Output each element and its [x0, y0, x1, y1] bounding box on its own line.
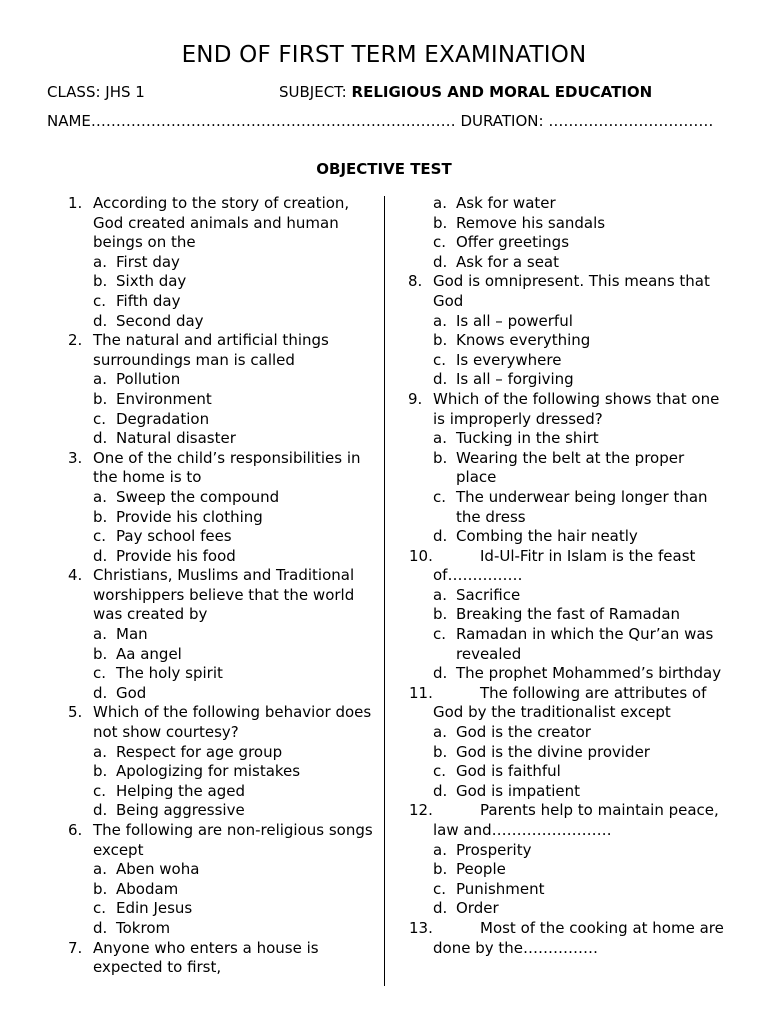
option-letter: d. — [93, 429, 108, 448]
option-letter: b. — [93, 879, 108, 898]
subject-label: SUBJECT: — [279, 83, 352, 101]
answer-option — [398, 762, 728, 782]
question-number: 5. — [68, 703, 83, 722]
question-number: 12. — [409, 801, 433, 820]
option-letter: d. — [433, 781, 448, 800]
question-text: Which of the following behavior does not show courtesy? — [93, 703, 372, 742]
question-item — [398, 919, 728, 958]
question-item — [58, 821, 384, 860]
option-text: Sacrifice — [456, 585, 521, 604]
option-text: The underwear being longer than the dress — [456, 487, 708, 526]
answer-option — [58, 919, 384, 939]
question-item — [58, 194, 384, 253]
option-text: Ask for water — [456, 194, 556, 212]
option-letter: d. — [433, 899, 448, 918]
option-letter: d. — [433, 664, 448, 683]
column-divider — [384, 196, 385, 986]
option-letter: c. — [93, 291, 107, 310]
option-letter: d. — [93, 546, 108, 565]
answer-option — [58, 547, 384, 567]
option-text: Provide his clothing — [116, 507, 263, 526]
option-letter: a. — [433, 429, 447, 448]
questions-right-column — [398, 194, 728, 958]
answer-option — [58, 899, 384, 919]
question-number: 10. — [409, 546, 433, 565]
option-letter: b. — [93, 644, 108, 663]
option-letter: c. — [433, 879, 447, 898]
option-text: Remove his sandals — [456, 213, 606, 232]
answer-option — [58, 645, 384, 665]
option-text: Aa angel — [116, 644, 182, 663]
option-text: Aben woha — [116, 860, 200, 879]
answer-option — [398, 841, 728, 861]
option-letter: d. — [93, 311, 108, 330]
answer-option — [58, 664, 384, 684]
option-text: God is impatient — [456, 781, 580, 800]
option-letter: c. — [433, 233, 447, 252]
option-text: Punishment — [456, 879, 545, 898]
option-letter: d. — [433, 370, 448, 389]
option-text: Second day — [116, 311, 204, 330]
option-letter: c. — [433, 762, 447, 781]
answer-option — [58, 253, 384, 273]
answer-option — [58, 762, 384, 782]
option-text: Tokrom — [116, 918, 171, 937]
question-item — [58, 703, 384, 742]
question-number: 11. — [409, 683, 433, 702]
option-letter: c. — [433, 350, 447, 369]
option-text: Man — [116, 625, 148, 644]
exam-title: END OF FIRST TERM EXAMINATION — [181, 42, 587, 68]
option-letter: b. — [433, 742, 448, 761]
answer-option — [58, 801, 384, 821]
answer-option — [398, 194, 728, 214]
option-letter: b. — [433, 213, 448, 232]
answer-option — [58, 782, 384, 802]
option-letter: c. — [93, 409, 107, 428]
option-letter: b. — [433, 448, 448, 467]
option-letter: d. — [93, 801, 108, 820]
option-text: Knows everything — [456, 331, 591, 350]
answer-option — [398, 723, 728, 743]
option-letter: a. — [433, 194, 447, 212]
question-text: Parents help to maintain peace, law and…………………… — [433, 801, 719, 839]
answer-option — [398, 605, 728, 625]
option-letter: a. — [433, 840, 447, 859]
question-number: 8. — [408, 272, 423, 291]
answer-option — [58, 312, 384, 332]
option-letter: d. — [93, 683, 108, 702]
option-letter: b. — [93, 389, 108, 408]
question-text: According to the story of creation, God created animals and human beings on the — [93, 194, 350, 252]
option-letter: a. — [93, 252, 107, 271]
question-number: 7. — [68, 938, 83, 957]
option-letter: c. — [93, 527, 107, 546]
question-item — [398, 801, 728, 840]
question-text: Most of the cooking at home are done by the…………… — [433, 918, 724, 957]
option-text: The holy spirit — [116, 664, 223, 683]
answer-option — [398, 782, 728, 802]
question-item — [398, 547, 728, 586]
question-item — [398, 272, 728, 311]
option-text: The prophet Mohammed’s birthday — [456, 664, 722, 683]
questions-left-column — [58, 194, 384, 978]
answer-option — [58, 390, 384, 410]
option-text: Offer greetings — [456, 233, 570, 252]
option-letter: c. — [93, 664, 107, 683]
option-letter: a. — [433, 311, 447, 330]
option-letter: a. — [93, 370, 107, 389]
answer-option — [398, 586, 728, 606]
answer-option — [58, 410, 384, 430]
section-title: OBJECTIVE TEST — [316, 160, 452, 178]
answer-option — [398, 253, 728, 273]
answer-option — [398, 860, 728, 880]
answer-option — [58, 292, 384, 312]
question-item — [58, 566, 384, 625]
answer-option — [58, 488, 384, 508]
name-duration-line: NAME……………………………………………………….……… DURATION: …………………………… — [47, 112, 714, 130]
question-text: The natural and artificial things surroundings man is called — [93, 331, 329, 369]
option-letter: b. — [433, 860, 448, 879]
option-text: Respect for age group — [116, 742, 283, 761]
answer-option — [398, 429, 728, 449]
answer-option — [398, 214, 728, 234]
question-text: God is omnipresent. This means that God — [433, 272, 710, 310]
option-letter: c. — [433, 625, 447, 644]
answer-option — [398, 880, 728, 900]
option-text: Order — [456, 899, 499, 918]
option-text: God is the divine provider — [456, 742, 650, 761]
answer-option — [398, 488, 728, 527]
question-item — [398, 684, 728, 723]
answer-option — [398, 527, 728, 547]
question-text: Which of the following shows that one is improperly dressed? — [433, 389, 720, 428]
option-letter: a. — [93, 860, 107, 879]
answer-option — [58, 625, 384, 645]
answer-option — [58, 684, 384, 704]
question-number: 13. — [409, 918, 433, 937]
option-text: People — [456, 860, 506, 879]
option-text: Degradation — [116, 409, 210, 428]
answer-option — [398, 449, 728, 488]
subject-value: RELIGIOUS AND MORAL EDUCATION — [351, 83, 653, 101]
answer-option — [398, 899, 728, 919]
answer-option — [398, 664, 728, 684]
option-letter: c. — [93, 781, 107, 800]
question-text: Id-Ul-Fitr in Islam is the feast of…………… — [433, 546, 696, 585]
option-text: Edin Jesus — [116, 899, 193, 918]
option-text: Fifth day — [116, 291, 181, 310]
class-label: CLASS: JHS 1 — [47, 83, 145, 101]
option-text: Is all – forgiving — [456, 370, 574, 389]
question-item — [398, 390, 728, 429]
question-number: 2. — [68, 331, 83, 350]
answer-option — [398, 331, 728, 351]
option-text: Is all – powerful — [456, 311, 573, 330]
option-text: God — [116, 683, 147, 702]
question-item — [58, 939, 384, 978]
option-text: First day — [116, 252, 180, 271]
option-letter: a. — [433, 585, 447, 604]
option-text: Ask for a seat — [456, 252, 560, 271]
option-text: Pollution — [116, 370, 181, 389]
answer-option — [58, 272, 384, 292]
question-text: One of the child’s responsibilities in the home is to — [93, 448, 361, 487]
option-text: Natural disaster — [116, 429, 236, 448]
question-text: Anyone who enters a house is expected to first, — [93, 938, 319, 977]
option-text: Being aggressive — [116, 801, 245, 820]
option-text: Apologizing for mistakes — [116, 762, 301, 781]
answer-option — [58, 860, 384, 880]
question-text: Christians, Muslims and Traditional worshippers believe that the world was created by — [93, 566, 355, 624]
option-letter: b. — [433, 331, 448, 350]
option-text: Combing the hair neatly — [456, 527, 638, 546]
option-letter: c. — [93, 899, 107, 918]
answer-option — [58, 527, 384, 547]
option-letter: d. — [433, 527, 448, 546]
option-text: Helping the aged — [116, 781, 246, 800]
option-text: God is faithful — [456, 762, 561, 781]
option-text: Abodam — [116, 879, 179, 898]
answer-option — [58, 508, 384, 528]
option-letter: b. — [93, 507, 108, 526]
option-text: Environment — [116, 389, 212, 408]
option-text: Sweep the compound — [116, 487, 280, 506]
answer-option — [58, 370, 384, 390]
question-number: 9. — [408, 389, 423, 408]
option-text: Prosperity — [456, 840, 532, 859]
question-number: 4. — [68, 566, 83, 585]
answer-option — [58, 743, 384, 763]
question-text: The following are attributes of God by the traditionalist except — [433, 683, 707, 722]
option-text: Provide his food — [116, 546, 236, 565]
option-letter: d. — [93, 918, 108, 937]
option-text: Tucking in the shirt — [456, 429, 599, 448]
answer-option — [398, 625, 728, 664]
question-number: 1. — [68, 194, 83, 212]
answer-option — [398, 233, 728, 253]
option-text: God is the creator — [456, 723, 591, 742]
option-text: Breaking the fast of Ramadan — [456, 605, 681, 624]
question-number: 3. — [68, 448, 83, 467]
option-letter: a. — [433, 723, 447, 742]
question-item — [58, 449, 384, 488]
option-letter: d. — [433, 252, 448, 271]
answer-option — [58, 429, 384, 449]
option-text: Ramadan in which the Qur’an was revealed — [456, 625, 714, 663]
option-letter: c. — [433, 487, 447, 506]
option-letter: a. — [93, 487, 107, 506]
option-text: Is everywhere — [456, 350, 562, 369]
answer-option — [58, 880, 384, 900]
answer-option — [398, 351, 728, 371]
option-letter: a. — [93, 742, 107, 761]
option-text: Pay school fees — [116, 527, 232, 546]
option-letter: a. — [93, 625, 107, 644]
answer-option — [398, 370, 728, 390]
answer-option — [398, 312, 728, 332]
option-text: Sixth day — [116, 272, 187, 291]
option-letter: b. — [93, 762, 108, 781]
option-letter: b. — [433, 605, 448, 624]
option-letter: b. — [93, 272, 108, 291]
subject-line — [279, 83, 652, 101]
option-text: Wearing the belt at the proper place — [456, 448, 685, 487]
question-text: The following are non-religious songs except — [93, 821, 373, 859]
answer-option — [398, 743, 728, 763]
question-number: 6. — [68, 821, 83, 839]
question-item — [58, 331, 384, 370]
